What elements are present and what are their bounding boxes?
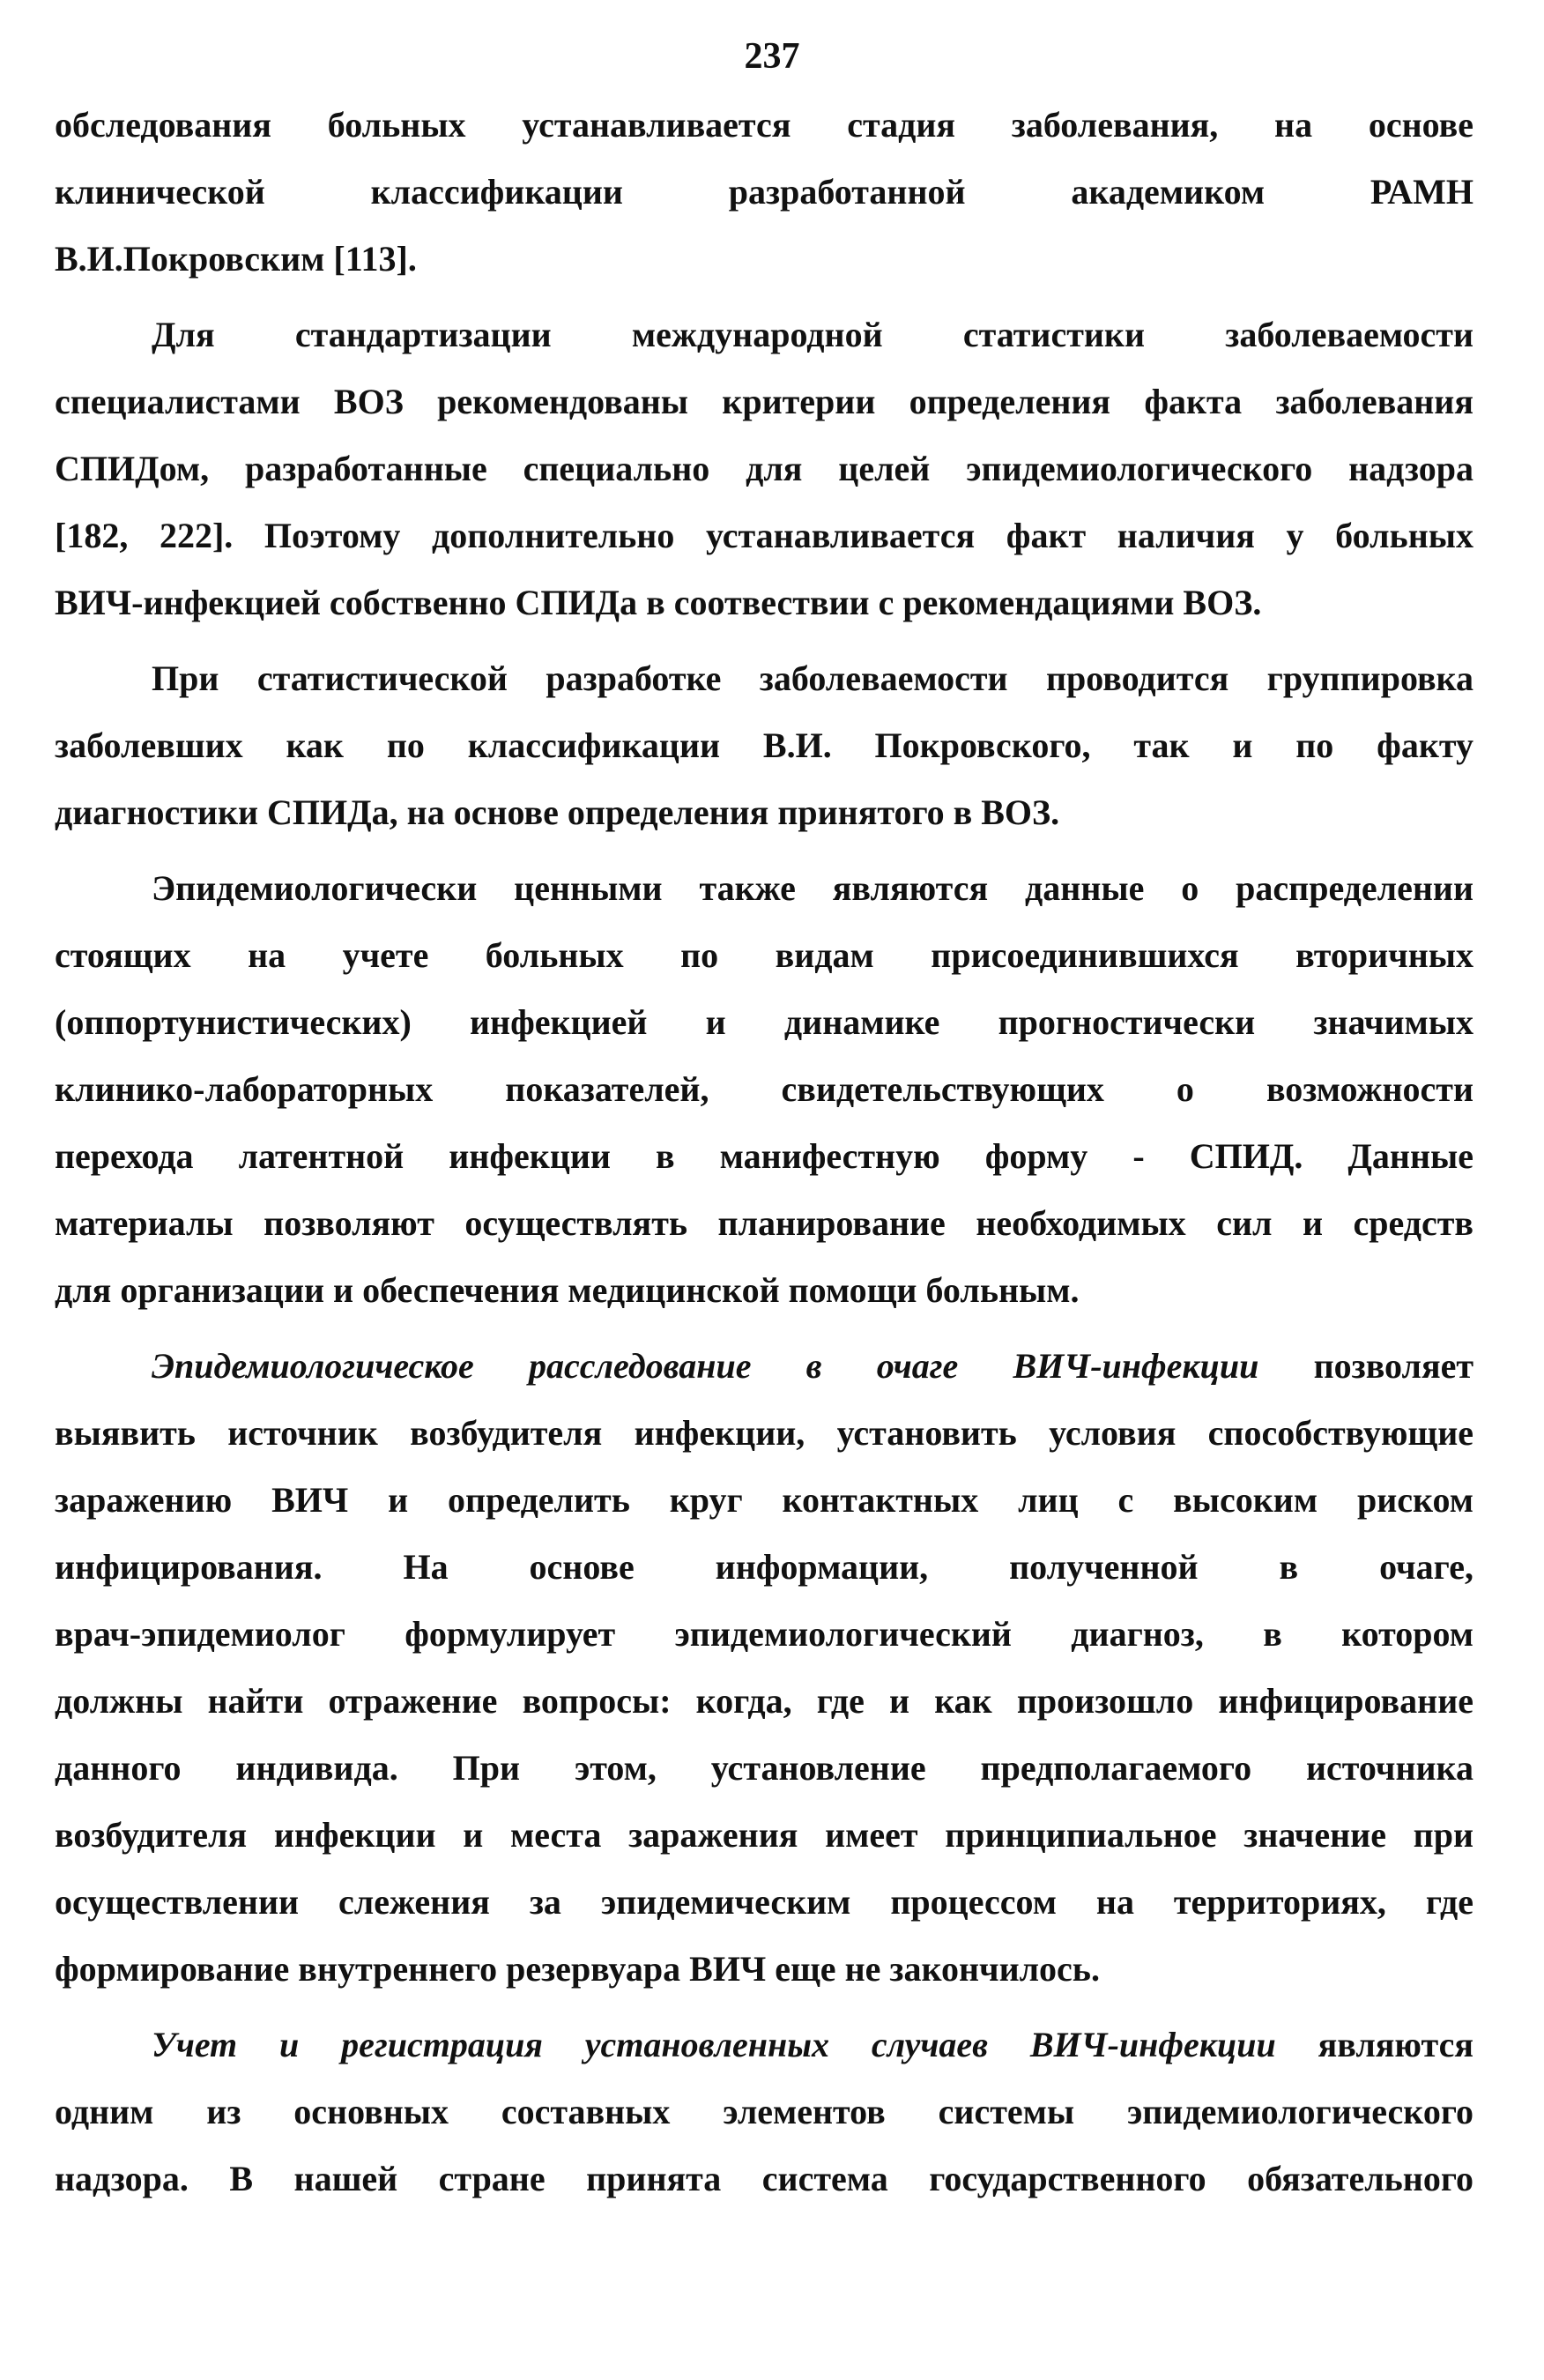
text-line xyxy=(55,1467,1473,1534)
line-text: выявить источник возбудителя инфекции, установить условия способствующие xyxy=(55,1413,1473,1453)
text-line xyxy=(55,226,1473,293)
line-text: формирование внутреннего резервуара ВИЧ еще не закончилось. xyxy=(55,1949,1100,1989)
italic-heading: Учет и регистрация установленных случаев ВИЧ-инфекции xyxy=(152,2025,1276,2064)
text-line xyxy=(55,1668,1473,1735)
text-line xyxy=(55,712,1473,779)
text-line xyxy=(55,435,1473,502)
line-text: ВИЧ-инфекцией собственно СПИДа в соотвествии с рекомендациями ВОЗ. xyxy=(55,583,1262,622)
line-text: данного индивида. При этом, установление предполагаемого источника xyxy=(55,1748,1473,1788)
text-line xyxy=(55,2146,1473,2213)
line-text: обследования больных устанавливается стадия заболевания, на основе xyxy=(55,105,1473,145)
text-line xyxy=(55,159,1473,226)
line-text: материалы позволяют осуществлять планирование необходимых сил и средств xyxy=(55,1203,1473,1243)
text-line xyxy=(55,1333,1473,1400)
body-text xyxy=(55,92,1473,2213)
line-text: возбудителя инфекции и места заражения имеет принципиальное значение при xyxy=(55,1815,1473,1855)
paragraph-gap xyxy=(55,846,1473,855)
paragraph-gap xyxy=(55,2003,1473,2012)
line-text: одним из основных составных элементов системы эпидемиологического xyxy=(55,2092,1473,2131)
text-line xyxy=(55,1400,1473,1467)
line-text: являются xyxy=(1275,2025,1473,2064)
text-line xyxy=(55,855,1473,922)
text-line xyxy=(55,92,1473,159)
text-line xyxy=(55,1534,1473,1601)
text-line xyxy=(55,1936,1473,2003)
line-text: осуществлении слежения за эпидемическим процессом на территориях, где xyxy=(55,1882,1473,1922)
text-line xyxy=(55,2079,1473,2146)
text-line xyxy=(55,1802,1473,1869)
line-text: надзора. В нашей стране принята система государственного обязательного xyxy=(55,2159,1473,2198)
text-line xyxy=(55,645,1473,712)
paragraph-gap xyxy=(55,293,1473,301)
page-number: 237 xyxy=(744,36,800,77)
line-text: В.И.Покровским [113]. xyxy=(55,239,417,279)
line-text: Для стандартизации международной статистики заболеваемости xyxy=(152,315,1473,354)
line-text: для организации и обеспечения медицинской помощи больным. xyxy=(55,1270,1080,1310)
text-line xyxy=(55,1123,1473,1190)
line-text: клинической классификации разработанной академиком РАМН xyxy=(55,172,1473,212)
line-text: специалистами ВОЗ рекомендованы критерии определения факта заболевания xyxy=(55,382,1473,421)
text-line xyxy=(55,1601,1473,1668)
paragraph-gap xyxy=(55,1324,1473,1333)
line-text: врач-эпидемиолог формулирует эпидемиологический диагноз, в котором xyxy=(55,1614,1473,1654)
text-line xyxy=(55,1735,1473,1802)
line-text: перехода латентной инфекции в манифестную форму - СПИД. Данные xyxy=(55,1136,1473,1176)
text-line xyxy=(55,779,1473,846)
line-text: заболевших как по классификации В.И. Покровского, так и по факту xyxy=(55,725,1473,765)
line-text: инфицирования. На основе информации, полученной в очаге, xyxy=(55,1547,1473,1587)
line-text: СПИДом, разработанные специально для целей эпидемиологического надзора xyxy=(55,449,1473,488)
text-line xyxy=(55,301,1473,368)
text-line xyxy=(55,2012,1473,2079)
paragraph-gap xyxy=(55,636,1473,645)
line-text: (оппортунистических) инфекцией и динамике прогностически значимых xyxy=(55,1002,1473,1042)
text-line xyxy=(55,1257,1473,1324)
line-text: стоящих на учете больных по видам присоединившихся вторичных xyxy=(55,935,1473,975)
text-line xyxy=(55,989,1473,1056)
text-line xyxy=(55,502,1473,569)
text-line xyxy=(55,1869,1473,1936)
line-text: При статистической разработке заболеваемости проводится группировка xyxy=(152,658,1473,698)
line-text: заражению ВИЧ и определить круг контактных лиц с высоким риском xyxy=(55,1480,1473,1520)
line-text: диагностики СПИДа, на основе определения принятого в ВОЗ. xyxy=(55,792,1060,832)
text-line xyxy=(55,1190,1473,1257)
line-text: позволяет xyxy=(1258,1346,1473,1386)
italic-heading: Эпидемиологическое расследование в очаге ВИЧ-инфекции xyxy=(152,1346,1259,1386)
line-text: клинико-лабораторных показателей, свидетельствующих о возможности xyxy=(55,1069,1473,1109)
text-line xyxy=(55,922,1473,989)
text-line xyxy=(55,368,1473,435)
line-text: Эпидемиологически ценными также являются данные о распределении xyxy=(152,868,1473,908)
text-line xyxy=(55,569,1473,636)
line-text: должны найти отражение вопросы: когда, где и как произошло инфицирование xyxy=(55,1681,1473,1721)
text-line xyxy=(55,1056,1473,1123)
line-text: [182, 222]. Поэтому дополнительно устанавливается факт наличия у больных xyxy=(55,516,1473,555)
